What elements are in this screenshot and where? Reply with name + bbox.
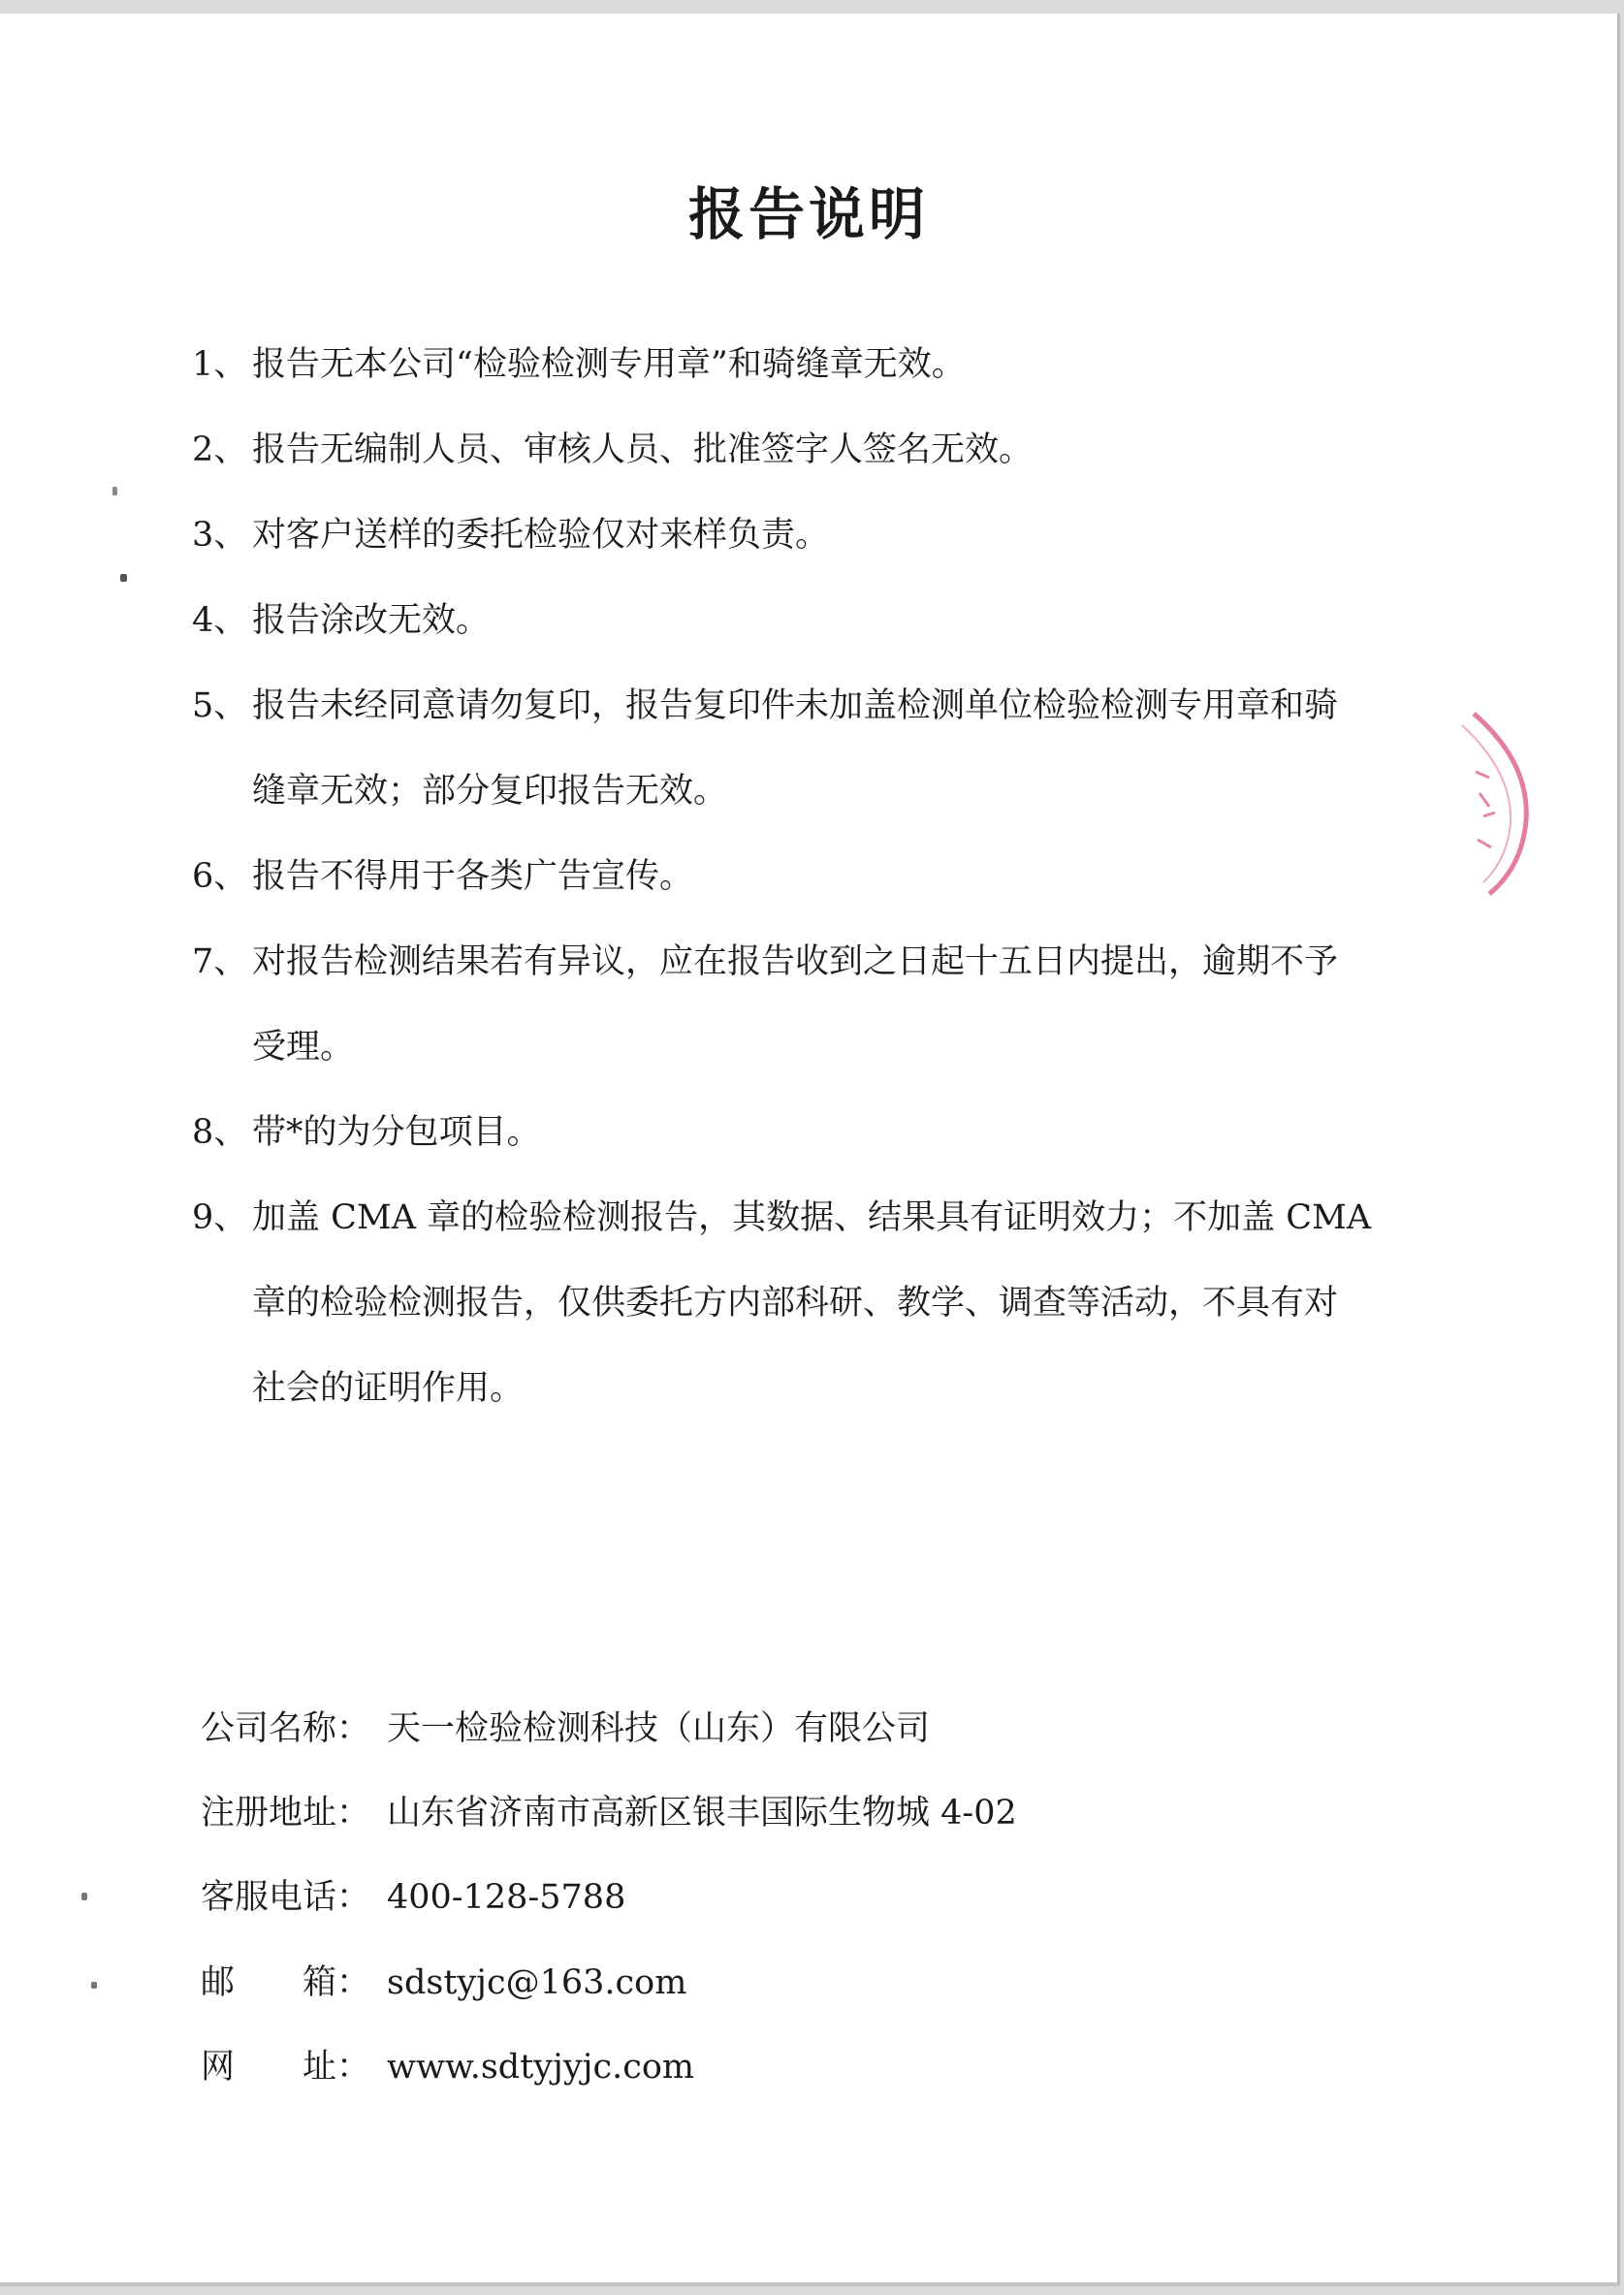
scan-speck (81, 1893, 87, 1900)
list-item (192, 1090, 1472, 1175)
list-item (192, 834, 1472, 919)
item-text-line: 受理。 (252, 1028, 355, 1067)
scan-speck (112, 487, 117, 495)
item-number: 5、 (192, 686, 248, 725)
item-number: 6、 (192, 857, 248, 896)
item-number: 7、 (192, 942, 248, 981)
scan-speck (120, 574, 127, 582)
item-text: 对客户送样的委托检验仅对来样负责。 (252, 516, 830, 555)
item-number: 9、 (192, 1198, 248, 1237)
list-item (192, 493, 1472, 578)
item-text-line: 缝章无效；部分复印报告无效。 (252, 772, 728, 811)
item-text-line: 社会的证明作用。 (252, 1369, 525, 1408)
company-name-row (201, 1705, 930, 1753)
scan-speck (91, 1982, 97, 1989)
item-text: 报告不得用于各类广告宣传。 (252, 857, 694, 896)
item-number: 2、 (192, 430, 248, 469)
address-label: 注册地址： (201, 1794, 371, 1833)
partial-seal-stamp (1454, 704, 1542, 898)
phone-label: 客服电话： (201, 1878, 371, 1917)
phone-row (201, 1873, 625, 1922)
email-row (201, 1959, 686, 2007)
address-value: 山东省济南市高新区银丰国际生物城 4-02 (387, 1794, 1017, 1833)
item-text: 报告无本公司“检验检测专用章”和骑缝章无效。 (252, 345, 966, 384)
item-text-line: 章的检验检测报告，仅供委托方内部科研、教学、调查等活动，不具有对 (252, 1284, 1339, 1323)
phone-value: 400-128-5788 (387, 1878, 626, 1917)
page-title: 报告说明 (687, 181, 929, 247)
item-text: 带*的为分包项目。 (252, 1113, 541, 1152)
item-text: 报告涂改无效。 (252, 601, 491, 640)
list-item (192, 1175, 1472, 1431)
list-item (192, 322, 1472, 407)
website-row (201, 2043, 694, 2091)
list-item (192, 578, 1472, 663)
company-value: 天一检验检测科技（山东）有限公司 (387, 1709, 931, 1748)
document-page (0, 14, 1620, 2286)
item-number: 8、 (192, 1113, 248, 1152)
email-value: sdstyjc@163.com (387, 1963, 687, 2002)
website-label: 网 址： (201, 2048, 371, 2087)
email-label: 邮 箱： (201, 1963, 371, 2002)
item-number: 4、 (192, 601, 248, 640)
address-row (201, 1789, 1017, 1837)
item-number: 3、 (192, 516, 248, 555)
item-text-line: 加盖 CMA 章的检验检测报告，其数据、结果具有证明效力；不加盖 CMA (252, 1198, 1372, 1237)
company-label: 公司名称： (201, 1709, 371, 1748)
item-text-line: 报告未经同意请勿复印，报告复印件未加盖检测单位检验检测专用章和骑 (252, 686, 1339, 725)
item-text: 报告无编制人员、审核人员、批准签字人签名无效。 (252, 430, 1034, 469)
list-item (192, 919, 1472, 1090)
list-item (192, 663, 1472, 834)
website-value: www.sdtyjyjc.com (387, 2048, 695, 2087)
item-number: 1、 (192, 345, 248, 384)
list-item (192, 407, 1472, 493)
item-text-line: 对报告检测结果若有异议，应在报告收到之日起十五日内提出，逾期不予 (252, 942, 1339, 981)
